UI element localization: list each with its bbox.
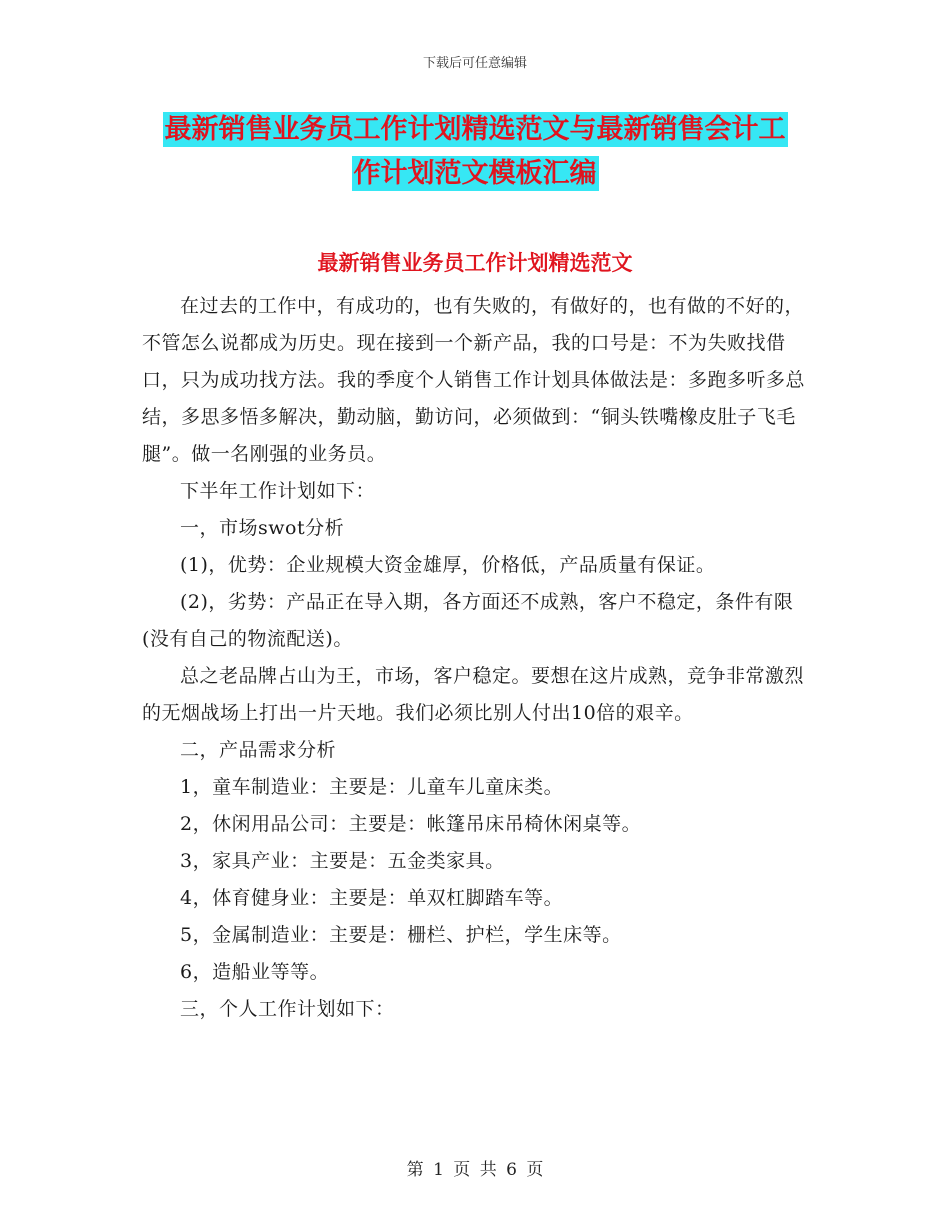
paragraph: 总之老品牌占山为王，市场，客户稳定。要想在这片成熟，竞争非常激烈的无烟战场上打出一片天地。我们必须比别人付出10倍的艰辛。 (142, 665, 805, 724)
paragraph: 一，市场swot分析 (180, 517, 345, 539)
paragraph: 2，休闲用品公司：主要是：帐篷吊床吊椅休闲桌等。 (180, 813, 642, 835)
paragraph: 5，金属制造业：主要是：栅栏、护栏，学生床等。 (180, 924, 622, 946)
body-content (142, 288, 808, 1028)
section-title: 最新销售业务员工作计划精选范文 (317, 251, 633, 275)
document-title-line-2 (0, 154, 950, 194)
paragraph: 在过去的工作中，有成功的，也有失败的，有做好的，也有做的不好的，不管怎么说都成为历史。现在接到一个新产品，我的口号是：不为失败找借口，只为成功找方法。我的季度个人销售工作计划具体做法是：多跑多听多总结，多思多悟多解决，勤动脑，勤访问，必须做到：“铜头铁嘴橡皮肚子飞毛腿”。做一名刚强的业务员。 (142, 295, 806, 465)
paragraph: 三，个人工作计划如下： (180, 998, 395, 1020)
paragraph: (1)，优势：企业规模大资金雄厚，价格低，产品质量有保证。 (180, 554, 716, 576)
header-note: 下载后可任意编辑 (422, 56, 527, 71)
paragraph: 二，产品需求分析 (180, 739, 337, 761)
document-title-line-1 (0, 110, 950, 150)
paragraph: 1，童车制造业：主要是：儿童车儿童床类。 (180, 776, 564, 798)
title-text-line-2: 作计划范文模板汇编 (353, 158, 597, 189)
title-text-line-1: 最新销售业务员工作计划精选范文与最新销售会计工 (164, 114, 786, 145)
paragraph: 4，体育健身业：主要是：单双杠脚踏车等。 (180, 887, 564, 909)
paragraph: 3，家具产业：主要是：五金类家具。 (180, 850, 505, 872)
page-footer: 第 1 页 共 6 页 (406, 1160, 544, 1180)
paragraph: 6，造船业等等。 (180, 961, 330, 983)
paragraph: (2)，劣势：产品正在导入期，各方面还不成熟，客户不稳定，条件有限(没有自己的物流配送)。 (142, 591, 794, 650)
paragraph: 下半年工作计划如下： (180, 480, 376, 502)
